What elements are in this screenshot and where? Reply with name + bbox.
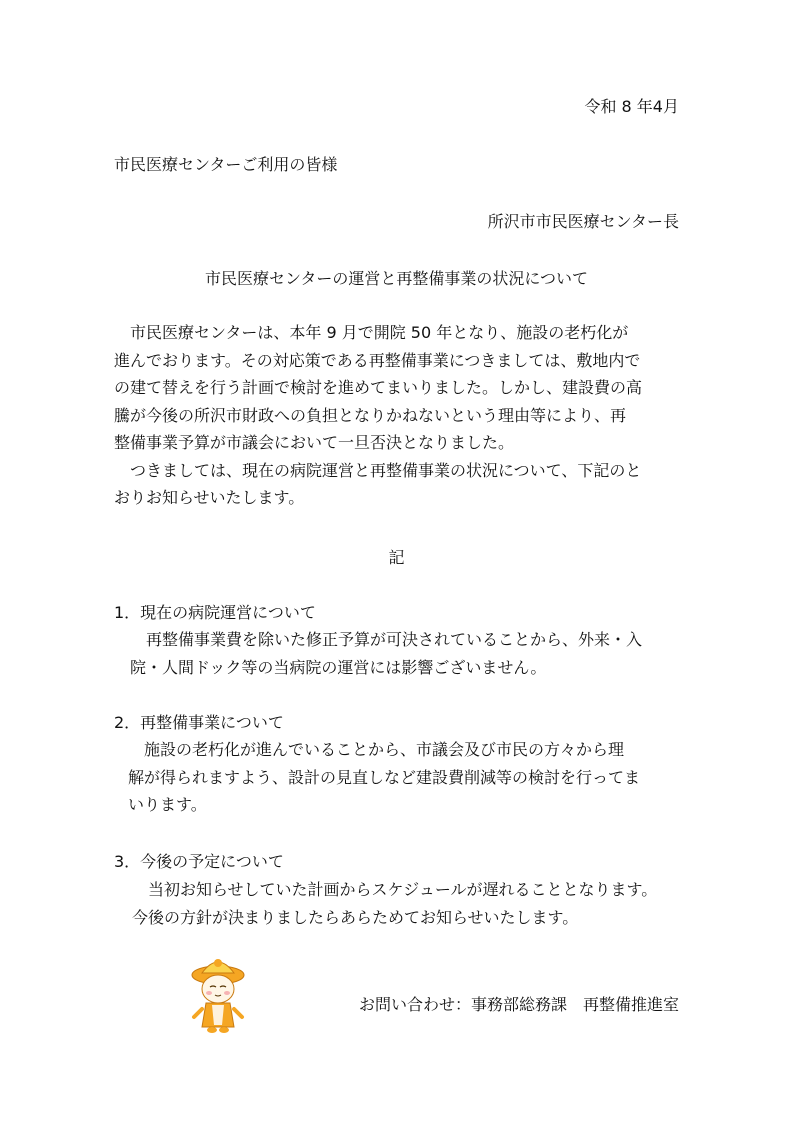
section-body-1	[130, 626, 642, 681]
intro-line: 騰が今後の所沢市財政への負担となりかねないという理由等により、再	[114, 405, 627, 425]
section-line: 再整備事業費を除いた修正予算が可決されていることから、外来・入	[130, 630, 643, 649]
letter-date: 令和 8 年4月	[584, 97, 679, 116]
letter-title: 市民医療センターの運営と再整備事業の状況について	[204, 269, 589, 288]
section-heading-2: 2．再整備事業について	[114, 713, 284, 732]
intro-line: つきましては、現在の病院運営と再整備事業の状況について、下記のと	[114, 460, 642, 480]
addressee: 市民医療センターご利用の皆様	[114, 155, 338, 174]
section-heading-1: 1．現在の病院運営について	[114, 603, 316, 622]
intro-line: の建て替えを行う計画で検討を進めてまいりました。しかし、建設費の高	[114, 378, 643, 397]
city-mascot-icon	[188, 955, 248, 1035]
section-body-3	[132, 876, 657, 931]
intro-line: 整備事業予算が市議会において一旦否決となりました。	[114, 433, 515, 452]
ki-label: 記	[388, 548, 405, 567]
section-line: 院・人間ドック等の当病院の運営には影響ございません。	[130, 657, 547, 677]
section-line: 当初お知らせしていた計画からスケジュールが遅れることとなります。	[132, 880, 658, 899]
intro-line: 市民医療センターは、本年 9 月で開院 50 年となり、施設の老朽化が	[114, 323, 629, 342]
section-heading-3: 3．今後の予定について	[114, 852, 284, 871]
section-line: 今後の方針が決まりましたらあらためてお知らせいたします。	[132, 907, 579, 927]
section-line: 解が得られますよう、設計の見直しなど建設費削減等の検討を行ってま	[128, 767, 641, 787]
section-body-2	[128, 736, 640, 819]
contact-info: お問い合わせ：事務部総務課 再整備推進室	[358, 995, 679, 1014]
section-line: 施設の老朽化が進んでいることから、市議会及び市民の方々から理	[128, 740, 625, 759]
section-line: いります。	[128, 795, 207, 814]
intro-line: おりお知らせいたします。	[114, 488, 305, 507]
intro-line: 進んでおります。その対応策である再整備事業につきましては、敷地内で	[114, 350, 641, 370]
intro-paragraph	[114, 319, 642, 512]
sender: 所沢市市民医療センター長	[487, 212, 679, 231]
